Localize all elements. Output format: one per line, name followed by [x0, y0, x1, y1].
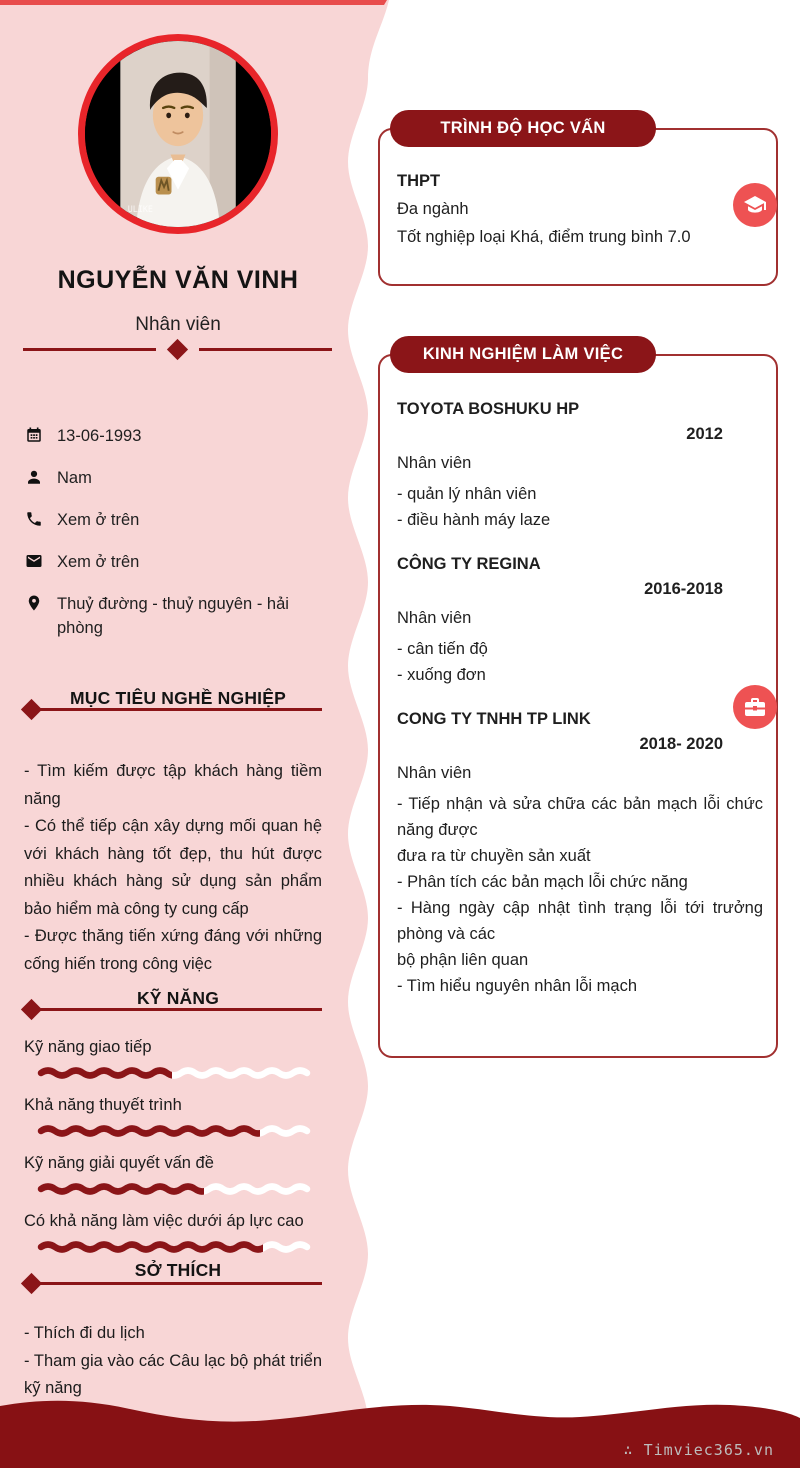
- job-entry: [397, 710, 763, 999]
- skill-label: Khả năng thuyết trình: [24, 1096, 182, 1114]
- job-period: 2018- 2020: [639, 735, 723, 753]
- job-detail: - Phân tích các bản mạch lỗi chức năng: [397, 873, 688, 891]
- envelope-icon: [25, 552, 43, 570]
- briefcase-icon: [743, 695, 767, 719]
- education-heading: TRÌNH ĐỘ HỌC VẤN: [390, 110, 656, 147]
- job-detail: bộ phận liên quan: [397, 951, 529, 969]
- objective-item: - Tìm kiếm được tập khách hàng tiềm năng: [24, 762, 322, 808]
- experience-heading: KINH NGHIỆM LÀM VIỆC: [390, 336, 656, 373]
- education-school: THPT: [397, 172, 441, 190]
- info-row-phone: [25, 508, 330, 532]
- objective-heading: MỤC TIÊU NGHỀ NGHIỆP: [70, 688, 286, 708]
- skill-bar: [36, 1124, 320, 1138]
- job-position: Nhân viên: [397, 764, 472, 782]
- job-detail: - Tìm hiểu nguyên nhân lỗi mạch: [397, 977, 637, 995]
- diamond-icon: [21, 999, 42, 1020]
- skill-label: Có khả năng làm việc dưới áp lực cao: [24, 1212, 304, 1230]
- info-row-email: [25, 550, 330, 574]
- job-position: Nhân viên: [397, 609, 472, 627]
- hobby-item: - Thích đi du lịch: [24, 1324, 145, 1342]
- skill-bar-fill: [36, 1124, 260, 1138]
- divider-line: [23, 348, 156, 351]
- avatar-photo: [85, 41, 271, 227]
- skill-label: Kỹ năng giao tiếp: [24, 1038, 152, 1056]
- skill-label: Kỹ năng giải quyết vấn đề: [24, 1154, 214, 1172]
- gender-value: Nam: [57, 469, 92, 487]
- candidate-title: Nhân viên: [135, 314, 221, 335]
- phone-icon: [25, 510, 43, 528]
- job-detail: - cân tiến độ: [397, 640, 488, 658]
- job-detail: - quản lý nhân viên: [397, 485, 537, 503]
- objective-item: - Được thăng tiến xứng đáng với những cống hiến trong công việc: [24, 927, 322, 973]
- skills-heading: KỸ NĂNG: [136, 988, 220, 1008]
- job-detail: - xuống đơn: [397, 666, 486, 684]
- title-divider: [23, 341, 332, 358]
- person-icon: [25, 468, 43, 486]
- skill-bar-fill: [36, 1182, 204, 1196]
- job-company: CONG TY TNHH TP LINK: [397, 710, 591, 728]
- objective-underline: [24, 701, 322, 718]
- info-row-gender: [25, 466, 330, 490]
- skills-list: [24, 1038, 322, 1270]
- diamond-icon: [21, 1273, 42, 1294]
- experience-content: [397, 400, 763, 1021]
- job-entry: [397, 400, 763, 533]
- education-badge: [733, 183, 777, 227]
- job-detail: - điều hành máy laze: [397, 511, 551, 529]
- info-row-birthday: [25, 424, 330, 448]
- experience-badge: [733, 685, 777, 729]
- calendar-icon: [25, 426, 43, 444]
- job-period: 2016-2018: [644, 580, 723, 598]
- hobbies-heading: SỞ THÍCH: [134, 1260, 222, 1280]
- job-period: 2012: [686, 425, 723, 443]
- candidate-name: NGUYỄN VĂN VINH: [57, 266, 299, 294]
- job-position: Nhân viên: [397, 454, 472, 472]
- objective-item: - Có thể tiếp cận xây dựng mối quan hệ với khách hàng tốt đẹp, thu hút được nhiều khách hàng sử dụng sản phẩm bảo hiểm mà công ty cung cấp: [24, 817, 322, 918]
- skill-bar-fill: [36, 1066, 172, 1080]
- hobby-item: - Tham gia vào các Câu lạc bộ phát triển kỹ năng: [24, 1351, 322, 1397]
- job-detail: đưa ra từ chuyền sản xuất: [397, 847, 591, 865]
- underline-line: [37, 708, 322, 711]
- education-major: Đa ngành: [397, 200, 469, 218]
- graduation-cap-icon: [743, 193, 767, 217]
- job-company: TOYOTA BOSHUKU HP: [397, 400, 580, 418]
- diamond-icon: [21, 699, 42, 720]
- hobbies-underline: [24, 1275, 322, 1292]
- skill-bar: [36, 1240, 320, 1254]
- phone-value: Xem ở trên: [57, 511, 140, 529]
- divider-line: [199, 348, 332, 351]
- education-result: Tốt nghiệp loại Khá, điểm trung bình 7.0: [397, 228, 691, 246]
- skills-underline: [24, 1001, 322, 1018]
- underline-line: [37, 1282, 322, 1285]
- job-entry: [397, 555, 763, 688]
- avatar: [78, 34, 278, 234]
- objective-text: [24, 758, 322, 978]
- skill-bar: [36, 1182, 320, 1196]
- address-value: Thuỷ đường - thuỷ nguyên - hải phòng: [57, 595, 289, 637]
- underline-line: [37, 1008, 322, 1011]
- job-company: CÔNG TY REGINA: [397, 555, 541, 573]
- diamond-icon: [167, 339, 188, 360]
- info-row-address: [25, 592, 330, 640]
- personal-info-list: [25, 424, 330, 658]
- email-value: Xem ở trên: [57, 553, 140, 571]
- photo-watermark: ULIKE: [127, 204, 153, 215]
- location-pin-icon: [25, 594, 43, 612]
- birthday-value: 13-06-1993: [57, 427, 142, 445]
- hobbies-text: [24, 1320, 322, 1403]
- site-watermark: ∴ Timviec365.vn: [623, 1441, 774, 1459]
- skill-bar-fill: [36, 1240, 263, 1254]
- job-detail: - Tiếp nhận và sửa chữa các bản mạch lỗi chức năng được: [397, 795, 763, 839]
- education-content: [397, 172, 763, 247]
- skill-bar: [36, 1066, 320, 1080]
- job-detail: - Hàng ngày cập nhật tình trạng lỗi tới trưởng phòng và các: [397, 899, 763, 943]
